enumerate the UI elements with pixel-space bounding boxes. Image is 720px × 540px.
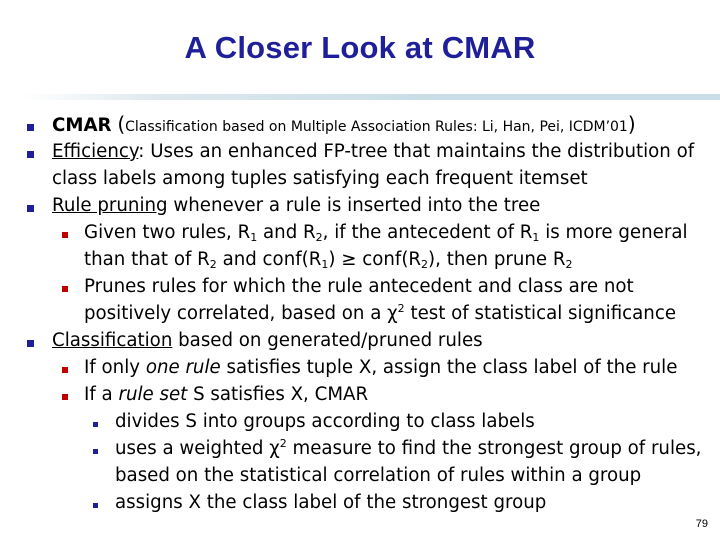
pruning-sub1-line-1: Given two rules, $R_1$ and $R_2$, if the antecedent of $R_1$ is more general [84, 222, 688, 244]
page-number: 79 [695, 518, 708, 530]
classification-sub3-a: divides S into groups according to class labels [115, 411, 535, 432]
efficiency-term: Efficiency [52, 141, 139, 162]
title-divider [22, 94, 720, 100]
slide-title: A Closer Look at CMAR [184, 30, 536, 65]
cmar-name: CMAR [52, 115, 112, 136]
pruning-sub2-line-1: Prunes rules for which the rule antecedent and class are not [84, 276, 634, 297]
sub-bullet-icon [62, 394, 68, 400]
pruning-term: Rule pruning [52, 195, 168, 216]
classification-sub1-line: If only one rule satisfies tuple X, assign the class label of the rule [84, 357, 678, 378]
efficiency-line-1: Efficiency: Uses an enhanced FP-tree that maintains the distribution of [52, 141, 695, 162]
cmar-detail: Classification based on Multiple Association Rules: Li, Han, Pei, ICDM’01 [125, 119, 628, 135]
bullet-icon [27, 205, 34, 212]
sub-sub-bullet-icon [93, 503, 98, 508]
classification-sub3-b-line-1: uses a weighted $\chi^2$ measure to find the strongest group of rules, [115, 437, 702, 459]
bullet-icon [27, 151, 34, 158]
classification-sub2-line: If a rule set S satisfies X, CMAR [84, 384, 369, 405]
classification-line: Classification based on generated/pruned rules [52, 330, 483, 351]
cmar-line: CMAR (Classification based on Multiple Association Rules: Li, Han, Pei, ICDM’01) [52, 112, 636, 136]
sub-bullet-icon [62, 232, 68, 238]
sub-bullet-icon [62, 286, 68, 292]
classification-sub3-c: assigns X the class label of the strongest group [115, 492, 547, 513]
bullet-icon [27, 340, 34, 347]
sub-bullet-icon [62, 367, 68, 373]
classification-term: Classification [52, 330, 173, 351]
pruning-sub1-line-2: than that of $R_2$ and $conf(R_1)$ ≥ $conf(R_2)$, then prune $R_2$ [84, 249, 573, 271]
pruning-line: Rule pruning whenever a rule is inserted into the tree [52, 195, 541, 216]
pruning-sub2-line-2: positively correlated, based on a $\chi^2$ test of statistical significance [84, 302, 677, 324]
sub-sub-bullet-icon [93, 422, 98, 427]
sub-sub-bullet-icon [93, 449, 98, 454]
classification-sub3-b-line-2: based on the statistical correlation of rules within a group [115, 465, 642, 486]
bullet-icon [27, 124, 34, 131]
efficiency-line-2: class labels among tuples satisfying each frequent itemset [52, 168, 588, 189]
